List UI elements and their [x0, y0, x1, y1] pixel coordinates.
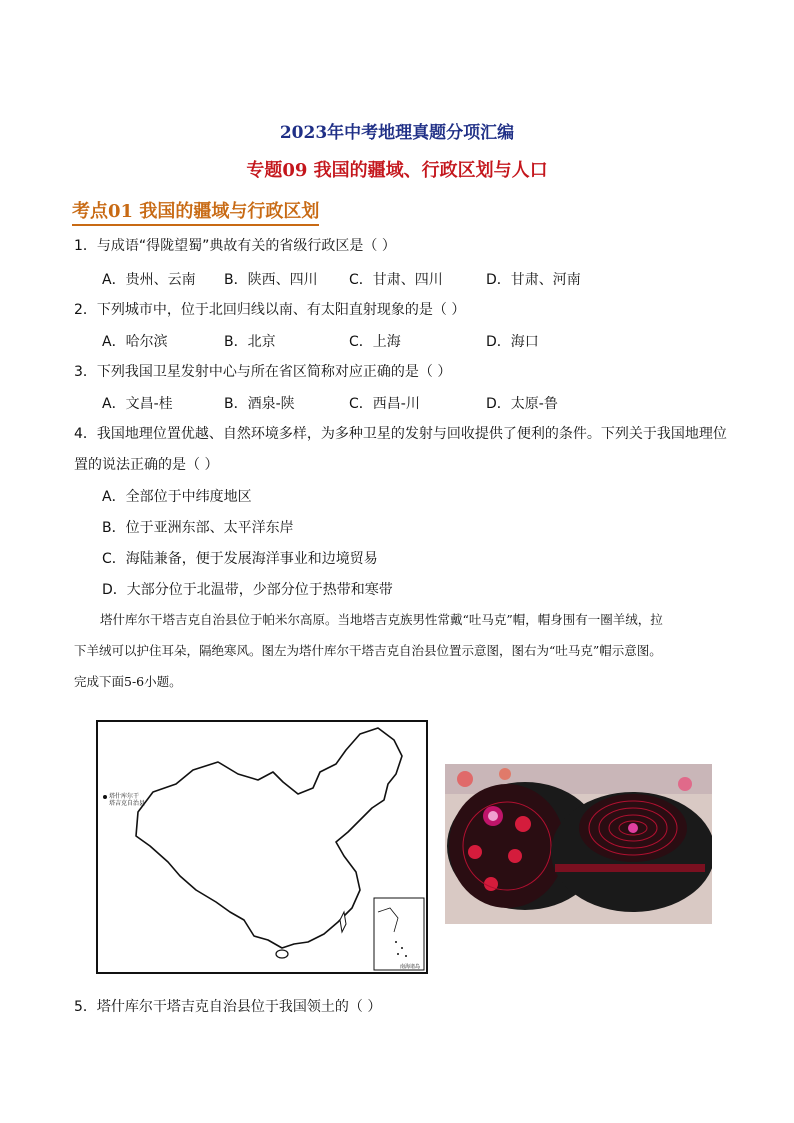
q4-option-d: D．大部分位于北温带，少部分位于热带和寒带: [102, 582, 393, 598]
inset-label: 南海诸岛: [400, 964, 421, 970]
document-subtitle: 专题09 我国的疆域、行政区划与人口: [246, 160, 548, 181]
location-map: [96, 720, 428, 974]
map-location-label-2: 塔吉克自治县: [109, 800, 146, 807]
q3-option-c: C．西昌-川: [349, 396, 420, 412]
q3-option-a: A．文昌-桂: [102, 396, 173, 412]
question-3: 3．下列我国卫星发射中心与所在省区简称对应正确的是（ ）: [74, 364, 452, 380]
passage-line2: 下羊绒可以护住耳朵，隔绝寒风。图左为塔什库尔干塔吉克自治县位置示意图，图右为“吐马克”帽示意图。: [74, 643, 662, 658]
section-heading: 考点01 我国的疆域与行政区划: [72, 197, 319, 226]
question-4-line1: 4．我国地理位置优越、自然环境多样，为多种卫星的发射与回收提供了便利的条件。下列关于我国地理位: [74, 426, 727, 442]
question-5: 5．塔什库尔干塔吉克自治县位于我国领土的（ ）: [74, 999, 382, 1015]
q4-option-c: C．海陆兼备，便于发展海洋事业和边境贸易: [102, 551, 378, 567]
question-1: 1．与成语“得陇望蜀”典故有关的省级行政区是（ ）: [74, 238, 396, 254]
map-location-label-1: 塔什库尔干: [109, 793, 140, 800]
china-outline-map: [98, 722, 426, 972]
q2-option-d: D．海口: [486, 334, 539, 350]
q4-option-b: B．位于亚洲东部、太平洋东岸: [102, 520, 294, 536]
tumak-hat-photo: [445, 764, 712, 924]
q2-option-a: A．哈尔滨: [102, 334, 168, 350]
q1-option-b: B．陕西、四川: [224, 272, 318, 288]
q1-option-c: C．甘肃、四川: [349, 272, 443, 288]
question-2: 2．下列城市中，位于北回归线以南、有太阳直射现象的是（ ）: [74, 302, 466, 318]
q3-option-d: D．太原-鲁: [486, 396, 558, 412]
q4-option-a: A．全部位于中纬度地区: [102, 489, 252, 505]
document-title: 2023年中考地理真题分项汇编: [279, 123, 515, 143]
q1-option-d: D．甘肃、河南: [486, 272, 581, 288]
passage-line3: 完成下面5-6小题。: [74, 674, 182, 689]
question-4-line2: 置的说法正确的是（ ）: [74, 457, 219, 473]
q1-option-a: A．贵州、云南: [102, 272, 196, 288]
q2-option-b: B．北京: [224, 334, 276, 350]
q2-option-c: C．上海: [349, 334, 401, 350]
q3-option-b: B．酒泉-陕: [224, 396, 295, 412]
passage-line1: 塔什库尔干塔吉克自治县位于帕米尔高原。当地塔吉克族男性常戴“吐马克”帽，帽身围有一圈羊绒，拉: [100, 612, 663, 627]
